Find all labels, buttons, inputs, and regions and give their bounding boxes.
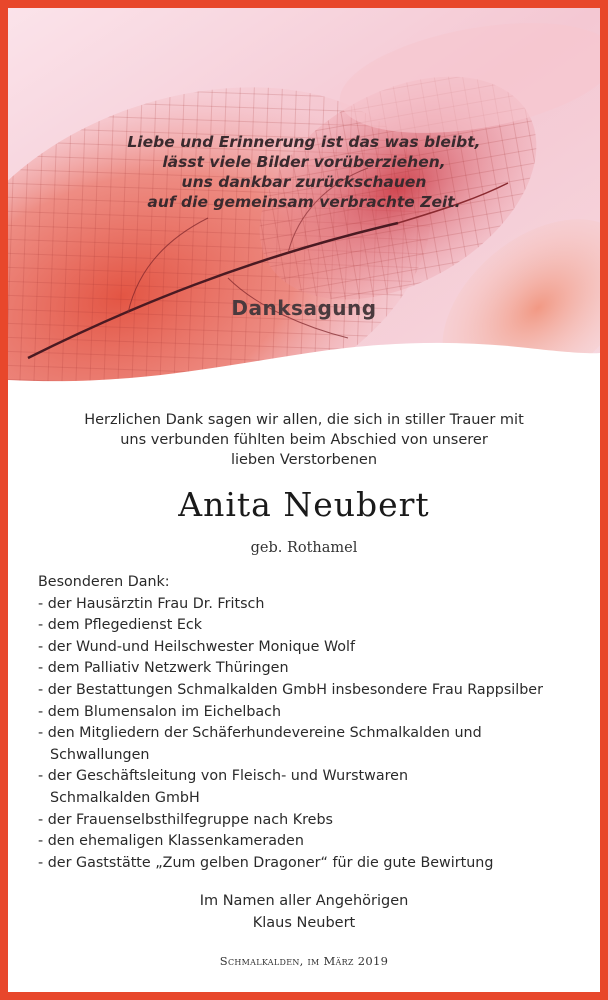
special-thanks-heading: Besonderen Dank: [38,574,170,590]
list-item: - den Mitgliedern der Schäferhundevereine Schmalkalden und Schwallungen [38,725,482,763]
list-item: - den ehemaligen Klassenkameraden [38,833,304,850]
poem-line: auf die gemeinsam verbrachte Zeit. [147,193,461,211]
intro-text [8,410,600,470]
list-item: - der Hausärztin Frau Dr. Fritsch [38,595,265,612]
thanks-list [38,594,593,875]
place-date: Schmalkalden, im März 2019 [219,954,389,968]
intro-line: uns verbunden fühlten beim Abschied von unserer [120,432,488,448]
poem-line: lässt viele Bilder vorüberziehen, [162,153,446,171]
header-image [8,8,600,398]
list-item: - der Wund-und Heilschwester Monique Wolf [38,638,355,655]
poem-line: Liebe und Erinnerung ist das was bleibt, [127,133,481,151]
special-thanks-section [38,572,593,874]
intro-line: lieben Verstorbenen [230,452,378,468]
intro-line: Herzlichen Dank sagen wir allen, die sich in stiller Trauer mit [84,412,524,428]
birth-name: geb. Rothamel [250,540,358,556]
list-item: - dem Pflegedienst Eck [38,617,203,634]
list-item: - der Geschäftsleitung von Fleisch- und Wurstwaren Schmalkalden GmbH [38,768,409,806]
list-item: - dem Palliativ Netzwerk Thüringen [38,660,289,677]
list-item: - der Gaststätte „Zum gelben Dragoner“ für die gute Bewirtung [38,854,494,871]
list-item: - der Frauenselbsthilfegruppe nach Krebs [38,811,333,828]
list-item: - der Bestattungen Schmalkalden GmbH insbesondere Frau Rappsilber [38,681,543,698]
page-title: Danksagung [231,296,377,320]
poem-line: uns dankbar zurückschauen [181,173,427,191]
closing-line: Im Namen aller Angehörigen [199,893,409,909]
list-item: - dem Blumensalon im Eichelbach [38,703,282,720]
signature-name: Klaus Neubert [252,915,356,931]
deceased-name: Anita Neubert [178,485,430,524]
poem [8,132,600,212]
closing [8,890,600,934]
